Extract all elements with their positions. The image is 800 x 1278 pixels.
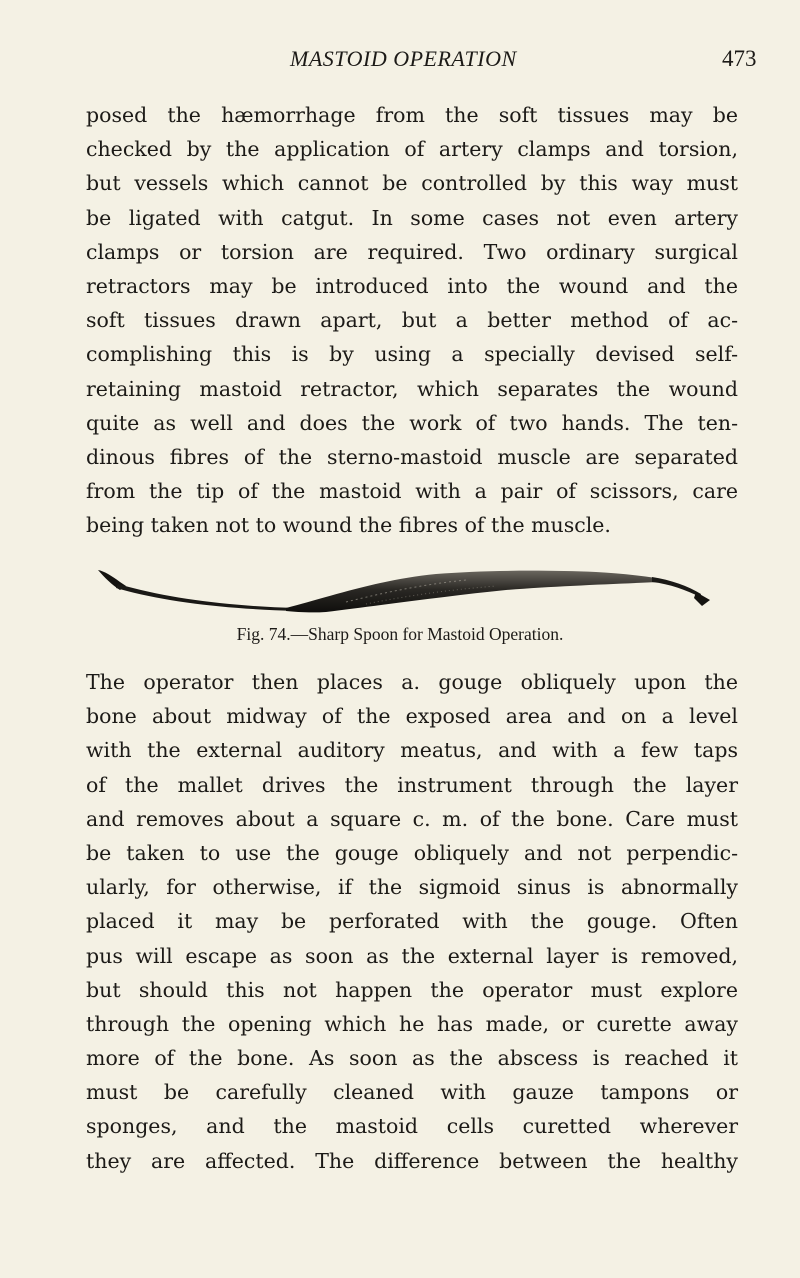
text-line: retaining mastoid retractor, which separates the wound (86, 376, 738, 401)
left-shaft (116, 584, 296, 611)
text-line: dinous fibres of the sterno-mastoid muscle are separated (86, 444, 738, 469)
text-line: soft tissues drawn apart, but a better method of ac- (86, 308, 738, 333)
text-line: placed it may be perforated with the gouge. Often (86, 909, 738, 934)
text-line: but should this not happen the operator must explore (86, 977, 738, 1002)
handle-grip (286, 571, 658, 613)
paragraph-1 (86, 98, 738, 542)
running-head (0, 44, 800, 84)
text-line: pus will escape as soon as the external layer is removed, (86, 943, 738, 968)
text-line: from the tip of the mastoid with a pair of scissors, care (86, 479, 738, 504)
text-line: of the mallet drives the instrument through the layer (86, 772, 738, 797)
text-line: posed the hæmorrhage from the soft tissues may be (86, 103, 738, 127)
text-line: clamps or torsion are required. Two ordinary surgical (86, 239, 738, 264)
text-line: through the opening which he has made, or curette away (86, 1011, 738, 1036)
text-line: be ligated with catgut. In some cases not even artery (86, 205, 738, 230)
text-line: checked by the application of artery clamps and torsion, (86, 137, 738, 162)
text-line: bone about midway of the exposed area and on a level (86, 704, 738, 729)
text-line: complishing this is by using a specially devised self- (86, 342, 738, 367)
sharp-spoon-drawing (96, 568, 720, 616)
text-line: they are affected. The difference between the healthy (86, 1148, 738, 1173)
text-line: ularly, for otherwise, if the sigmoid sinus is abnormally (86, 875, 738, 900)
text-line: be taken to use the gouge obliquely and not perpendic- (86, 840, 738, 865)
text-line: but vessels which cannot be controlled by this way must (86, 171, 738, 196)
paragraph-2 (86, 665, 738, 1178)
page-number: 473 (722, 46, 757, 71)
text-line: and removes about a square c. m. of the bone. Care must (86, 806, 738, 831)
right-shaft (652, 577, 701, 597)
sharp-spoon-illustration (96, 568, 720, 616)
text-line: more of the bone. As soon as the abscess is reached it (86, 1046, 738, 1071)
right-spoon-tip (694, 592, 710, 606)
text-line: with the external auditory meatus, and with a few taps (86, 738, 738, 763)
text-line: The operator then places a. gouge obliquely upon the (86, 670, 738, 694)
running-title: MASTOID OPERATION (290, 46, 517, 71)
text-line: retractors may be introduced into the wound and the (86, 273, 738, 298)
text-line: being taken not to wound the fibres of the muscle. (86, 513, 611, 538)
text-line: must be carefully cleaned with gauze tampons or (86, 1080, 738, 1105)
text-line: quite as well and does the work of two hands. The ten- (86, 410, 738, 435)
text-line: sponges, and the mastoid cells curetted wherever (86, 1114, 738, 1139)
figure-caption: Fig. 74.—Sharp Spoon for Mastoid Operation. (236, 624, 564, 644)
